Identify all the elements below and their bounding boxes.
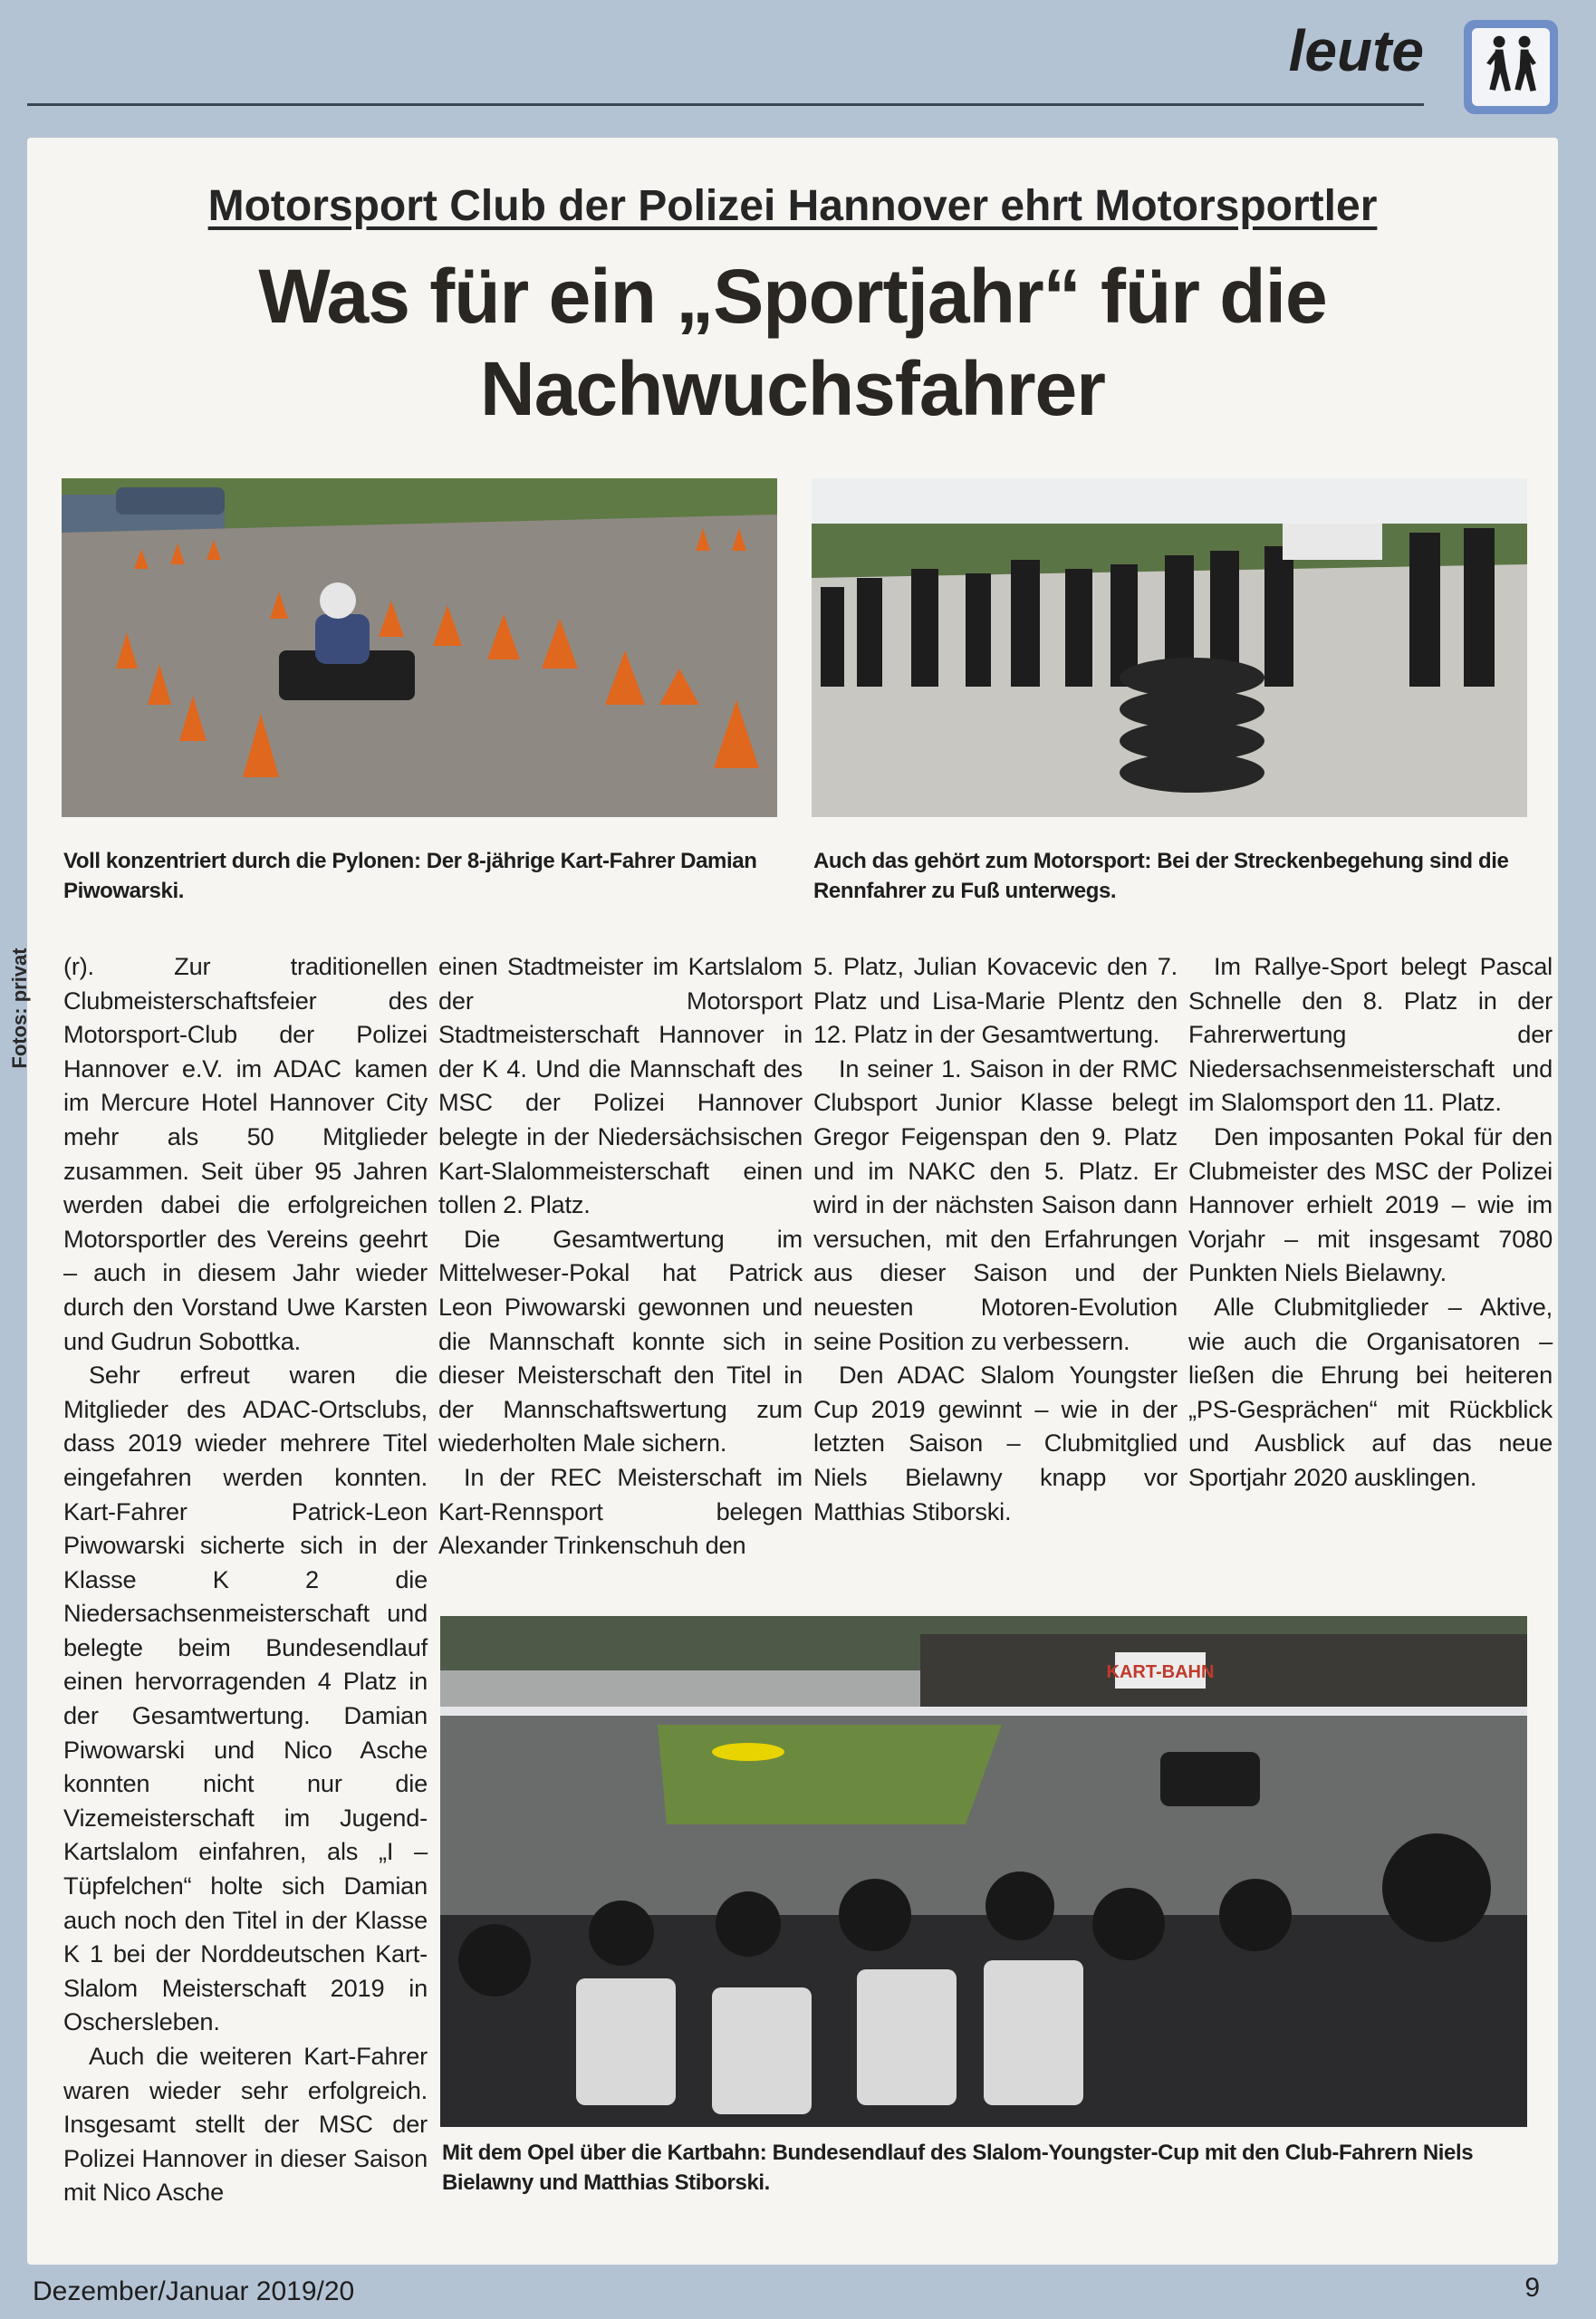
paragraph: Den ADAC Slalom Youngster Cup 2019 gewinnt – wie in der letzten Saison – Clubmitglied Niels Bielawny knapp vor Matthias Stiborski. <box>813 1361 1178 1525</box>
header-rule <box>27 103 1424 106</box>
article-column-3 <box>813 949 1178 1528</box>
kart-bahn-sign: KART-BAHN <box>1106 1662 1215 1682</box>
article-column-2 <box>438 949 803 1563</box>
section-label: leute <box>1288 18 1424 83</box>
issue-date: Dezember/Januar 2019/20 <box>33 2276 355 2306</box>
paragraph: Die Gesamtwertung im Mittelweser-Pokal hat Patrick Leon Piwowarski gewonnen und die Mannschaft konnte sich in dieser Meisterschaft den Titel in der Mannschaftswertung zum wiederholten Male sichern. <box>438 1224 803 1458</box>
article-headline: Was für ein „Sportjahr“ für die Nachwuchsfahrer <box>258 254 1327 431</box>
article-column-4 <box>1188 949 1553 1495</box>
photo-caption: Voll konzentriert durch die Pylonen: Der 8-jährige Kart-Fahrer Damian Piwowarski. <box>63 849 757 903</box>
kart-slalom-photo <box>62 478 777 817</box>
kartbahn-photo <box>440 1616 1527 2127</box>
walking-people-icon <box>1464 20 1558 114</box>
paragraph: Auch die weiteren Kart-Fahrer waren wieder sehr erfolgreich. Insgesamt stellt der MSC der Polizei Hannover in dieser Saison mit Nico Asche <box>63 2042 428 2207</box>
photo-caption: Mit dem Opel über die Kartbahn: Bundesendlauf des Slalom-Youngster-Cup mit den Club-Fahrern Niels Bielawny und Matthias Stiborski. <box>442 2141 1474 2195</box>
paragraph: Den imposanten Pokal für den Clubmeister des MSC der Polizei Hannover erhielt 2019 – wie im Vorjahr – mit insgesamt 7080 Punkten Niels Bielawny. <box>1188 1121 1553 1287</box>
page-number: 9 <box>1524 2273 1540 2303</box>
paragraph: einen Stadtmeister im Kartslalom der Motorsport Stadtmeisterschaft Hannover in der K 4. Und die Mannschaft des MSC der Polizei Hannover belegte in der Niedersächsischen Kart-Slalommeisterschaft einen tollen 2. Platz. <box>438 952 803 1219</box>
article-column-1 <box>63 949 428 2209</box>
track-walk-photo <box>812 478 1527 817</box>
paragraph: Sehr erfreut waren die Mitglieder des ADAC-Ortsclubs, dass 2019 wieder mehrere Titel eingefahren werden konnten. Kart-Fahrer Patrick-Leon Piwowarski sicherte sich in der Klasse K 2 die Niedersachsenmeisterschaft und belegte beim Bundesendlauf einen hervorragenden 4 Platz in der Gesamtwertung. Damian Piwowarski und Nico Asche konnten nicht nur die Vizemeisterschaft im Jugend-Kartslalom einfahren, als „I – Tüpfelchen“ holte sich Damian auch noch den Titel in der Klasse K 1 bei der Norddeutschen Kart-Slalom Meisterschaft 2019 in Oschersleben. <box>63 1361 428 2036</box>
paragraph: 5. Platz, Julian Kovacevic den 7. Platz und Lisa-Marie Plentz den 12. Platz in der Gesamtwertung. <box>813 952 1178 1049</box>
paragraph: (r). Zur traditionellen Clubmeisterschaftsfeier des Motorsport-Club der Polizei Hannover e.V. im ADAC kamen im Mercure Hotel Hannover City mehr als 50 Mitglieder zusammen. Seit über 95 Jahren werden dabei die erfolgreichen Motorsportler des Vereins geehrt – auch in diesem Jahr wieder durch den Vorstand Uwe Karsten und Gudrun Sobottka. <box>63 952 428 1355</box>
paragraph: In seiner 1. Saison in der RMC Clubsport Junior Klasse belegt Gregor Feigenspan den 9. Platz und im NAKC den 5. Platz. Er wird in der nächsten Saison dann versuchen, mit den Erfahrungen aus dieser Saison und der neuesten Motoren-Evolution seine Position zu verbessern. <box>813 1054 1178 1355</box>
paragraph: Alle Clubmitglieder – Aktive, wie auch die Organisatoren – ließen die Ehrung bei heiteren „PS-Gesprächen“ mit Rückblick und Ausblick auf das neue Sportjahr 2020 ausklingen. <box>1188 1292 1553 1491</box>
photo-credit: Fotos: privat <box>8 948 31 1069</box>
paragraph: In der REC Meisterschaft im Kart-Rennsport belegen Alexander Trinkenschuh den <box>438 1462 803 1560</box>
article-kicker: Motorsport Club der Polizei Hannover ehrt Motorsportler <box>207 182 1378 230</box>
article-panel <box>27 138 1558 2265</box>
photo-caption: Auch das gehört zum Motorsport: Bei der Streckenbegehung sind die Rennfahrer zu Fuß unterwegs. <box>813 849 1509 903</box>
paragraph: Im Rallye-Sport belegt Pascal Schnelle den 8. Platz in der Fahrerwertung der Niedersachsenmeisterschaft und im Slalomsport den 11. Platz. <box>1188 952 1553 1117</box>
